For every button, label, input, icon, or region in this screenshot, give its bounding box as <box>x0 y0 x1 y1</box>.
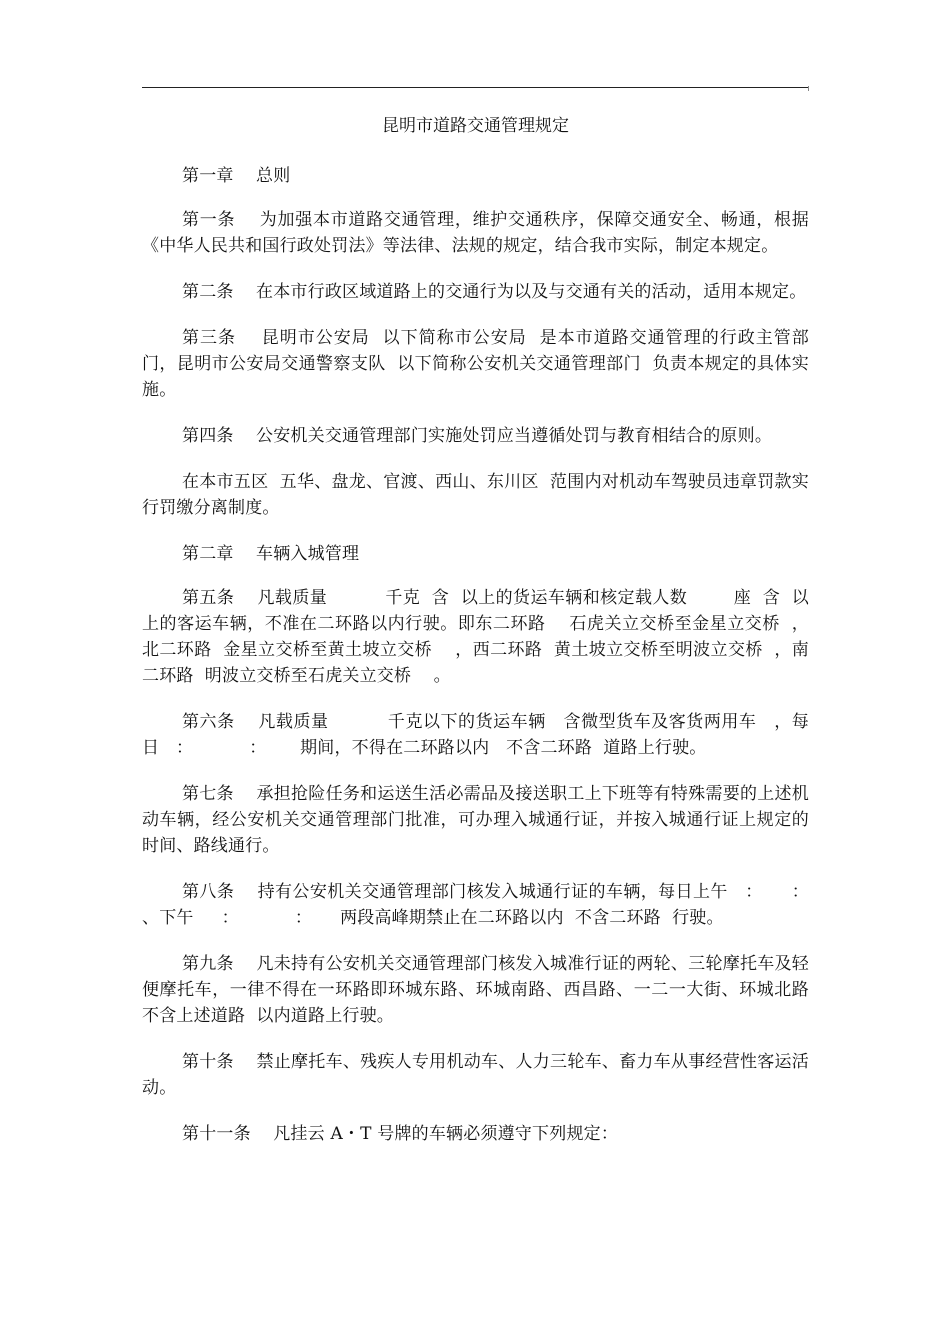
document-title: 昆明市道路交通管理规定 <box>382 116 569 136</box>
paragraph-text: 为加强本市道路交通管理，维护交通秩序，保障交通安全、畅通，根据《中华人民共和国行政处罚法》等法律、法规的规定，结合我市实际，制定本规定。 <box>142 210 809 256</box>
label-gap <box>234 282 256 302</box>
article-label: 第一章 <box>182 166 234 186</box>
label-gap <box>234 426 256 446</box>
article-paragraph <box>142 951 821 1029</box>
article-paragraph <box>142 279 809 305</box>
article-label: 第七条 <box>182 784 234 804</box>
article-paragraph <box>142 585 809 689</box>
paragraph-text: 承担抢险任务和运送生活必需品及接送职工上下班等有特殊需要的上述机动车辆，经公安机关交通管理部门批准，可办理入城通行证，并按入城通行证上规定的时间、路线通行。 <box>142 784 809 856</box>
article-label: 第四条 <box>182 426 234 446</box>
document-body <box>142 113 832 1167</box>
paragraph-text: 凡挂云 A・T 号牌的车辆必须遵守下列规定： <box>273 1124 619 1144</box>
paragraph-text: 在本市五区 五华、盘龙、官渡、西山、东川区 范围内对机动车驾驶员违章罚款实行罚缴分离制度。 <box>142 472 809 518</box>
article-paragraph <box>142 1049 809 1101</box>
paragraph-text: 总则 <box>256 166 291 186</box>
article-label: 第三条 <box>182 328 237 348</box>
paragraph-list <box>142 163 832 1147</box>
article-paragraph <box>142 1121 809 1147</box>
label-gap <box>235 210 260 230</box>
paragraph-text: 凡未持有公安机关交通管理部门核发入城准行证的两轮、三轮摩托车及轻便摩托车，一律不得在一环路即环城东路、环城南路、西昌路、一二一大街、环城北路 不含上述道路 以内道路上行驶。 <box>142 954 821 1026</box>
article-label: 第十条 <box>182 1052 234 1072</box>
article-label: 第十一条 <box>182 1124 251 1144</box>
label-gap <box>234 784 257 804</box>
article-paragraph <box>142 879 832 931</box>
paragraph-text: 车辆入城管理 <box>256 544 360 564</box>
paragraph-text: 在本市行政区域道路上的交通行为以及与交通有关的活动，适用本规定。 <box>256 282 807 302</box>
label-gap <box>234 166 256 186</box>
article-label: 第八条 <box>182 882 235 902</box>
header-rule-tick <box>808 86 809 91</box>
article-paragraph <box>142 469 809 521</box>
paragraph-text: 昆明市公安局 以下简称市公安局 是本市道路交通管理的行政主管部门，昆明市公安局交通警察支队 以下简称公安机关交通管理部门 负责本规定的具体实施。 <box>142 328 809 400</box>
article-paragraph <box>142 207 809 259</box>
label-gap <box>234 954 257 974</box>
chapter-heading <box>142 541 809 567</box>
label-gap <box>251 1124 273 1144</box>
label-gap <box>234 1052 257 1072</box>
article-paragraph <box>142 423 809 449</box>
article-label: 第六条 <box>182 712 235 732</box>
article-paragraph <box>142 325 809 403</box>
label-gap <box>234 544 256 564</box>
article-label: 第九条 <box>182 954 234 974</box>
paragraph-text: 持有公安机关交通管理部门核发入城通行证的车辆，每日上午 ： ： 、下午 ： ： 两段高峰期禁止在二环路以内 不含二环路 行驶。 <box>142 882 832 928</box>
paragraph-text: 公安机关交通管理部门实施处罚应当遵循处罚与教育相结合的原则。 <box>256 426 773 446</box>
label-gap <box>235 712 259 732</box>
article-label: 第二条 <box>182 282 234 302</box>
label-gap <box>236 328 262 348</box>
article-label: 第一条 <box>182 210 236 230</box>
article-label: 第五条 <box>182 588 235 608</box>
paragraph-text: 禁止摩托车、残疾人专用机动车、人力三轮车、畜力车从事经营性客运活动。 <box>142 1052 809 1098</box>
paragraph-text: 凡载质量 千克以下的货运车辆 含微型货车及客货两用车 ，每日 ： ： 期间，不得在二环路以内 不含二环路 道路上行驶。 <box>142 712 809 758</box>
article-label: 第二章 <box>182 544 234 564</box>
header-rule <box>142 87 809 88</box>
chapter-heading <box>142 163 809 189</box>
article-paragraph <box>142 709 809 761</box>
paragraph-text: 凡载质量 千克 含 以上的货运车辆和核定载人数 座 含 以上的客运车辆，不准在二环路以内行驶。即东二环路 石虎关立交桥至金星立交桥 ，北二环路 金星立交桥至黄土坡立交桥 ，西二环路 黄土坡立交桥至明波立交桥 ，南二环路 明波立交桥至石虎关立交桥 。 <box>142 588 809 686</box>
label-gap <box>234 588 257 608</box>
article-paragraph <box>142 781 809 859</box>
label-gap <box>234 882 257 902</box>
